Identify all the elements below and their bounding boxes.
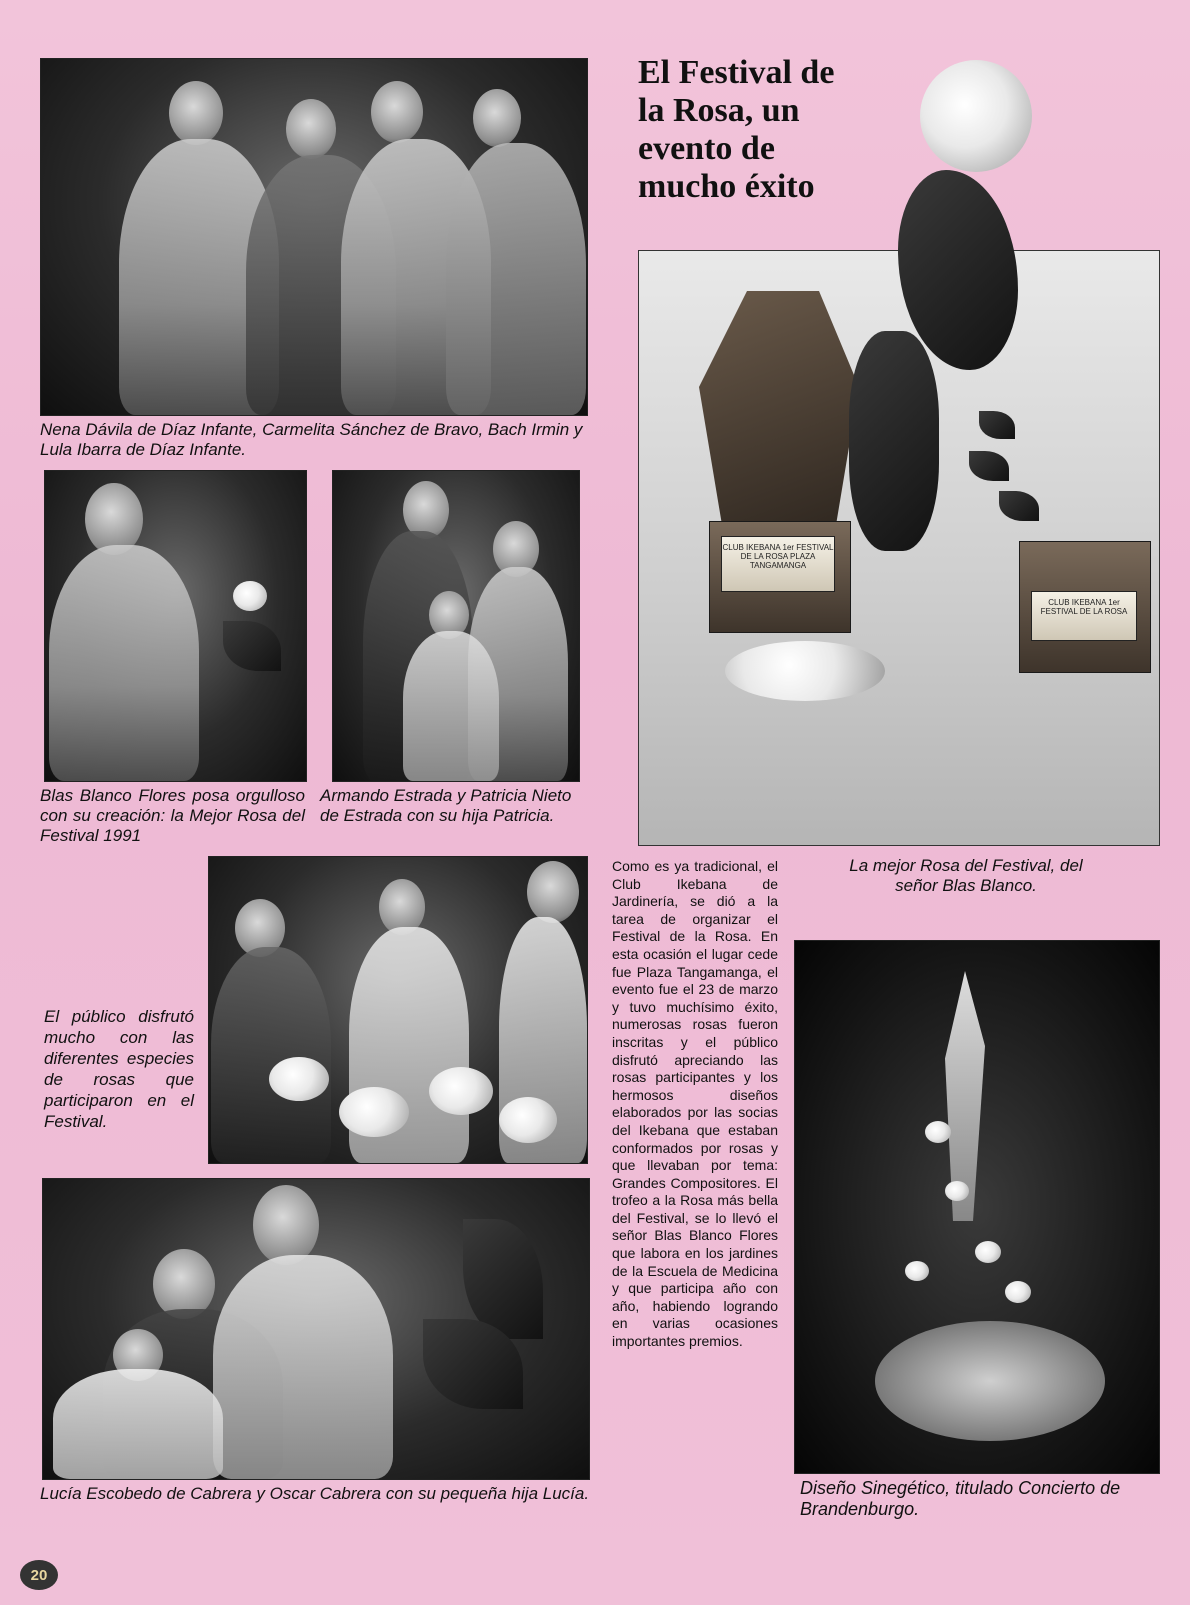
photo-arrangement: [794, 940, 1160, 1474]
trophy-plaque-left: CLUB IKEBANA 1er FESTIVAL DE LA ROSA PLAZA TANGAMANGA: [721, 536, 835, 592]
photo-trophy-rose: [638, 250, 1160, 846]
photo-four-women: [40, 58, 588, 416]
article-title: El Festival de la Rosa, un evento de mucho éxito: [638, 54, 835, 205]
page-number: 20: [20, 1560, 58, 1590]
photo-blas-blanco: [44, 470, 307, 782]
photo-public-roses: [208, 856, 588, 1164]
trophy-ribbon-rosette: [725, 641, 885, 701]
photo-cabrera-family-caption: Lucía Escobedo de Cabrera y Oscar Cabrera con su pequeña hija Lucía.: [40, 1484, 590, 1503]
photo-blas-blanco-caption: Blas Blanco Flores posa orgulloso con su creación: la Mejor Rosa del Festival 1991: [40, 786, 305, 845]
photo-trophy-rose-caption: La mejor Rosa del Festival, del señor Blas Blanco.: [849, 856, 1083, 895]
photo-estrada-family-caption: Armando Estrada y Patricia Nieto de Estrada con su hija Patricia.: [320, 786, 572, 825]
photo-public-roses-caption: El público disfrutó mucho con las diferentes especies de rosas que participaron en el Festival.: [44, 1007, 194, 1131]
flower-box-plaque: CLUB IKEBANA 1er FESTIVAL DE LA ROSA: [1031, 591, 1137, 641]
photo-arrangement-caption: Diseño Sinegético, titulado Concierto de Brandenburgo.: [800, 1478, 1121, 1519]
trophy: [699, 291, 859, 531]
photo-estrada-family: [332, 470, 580, 782]
best-rose-bloom: [920, 60, 1032, 172]
photo-four-women-caption: Nena Dávila de Díaz Infante, Carmelita Sánchez de Bravo, Bach Irmin y Lula Ibarra de Díaz Infante.: [40, 420, 583, 459]
photo-cabrera-family: [42, 1178, 590, 1480]
arrangement-base: [875, 1321, 1105, 1441]
article-body: Como es ya tradicional, el Club Ikebana de Jardinería, se dió a la tarea de organizar el Festival de la Rosa. En esta ocasión el lugar cede fue Plaza Tangamanga, el evento fue el 23 de marzo y tuvo muchísimo éxito, numerosas rosas fueron inscritas y el público disfrutó apreciando las rosas participantes y los hermosos diseños elaborados por las socias del Ikebana que estaban conformados por rosas y que llevaban por tema: Grandes Compositores. El trofeo a la Rosa más bella del Festival, se lo llevó el señor Blas Blanco Flores que labora en los jardines de la Escuela de Medicina y que participa año con año, habiendo logrando en varias ocasiones importantes premios.: [612, 858, 778, 1350]
